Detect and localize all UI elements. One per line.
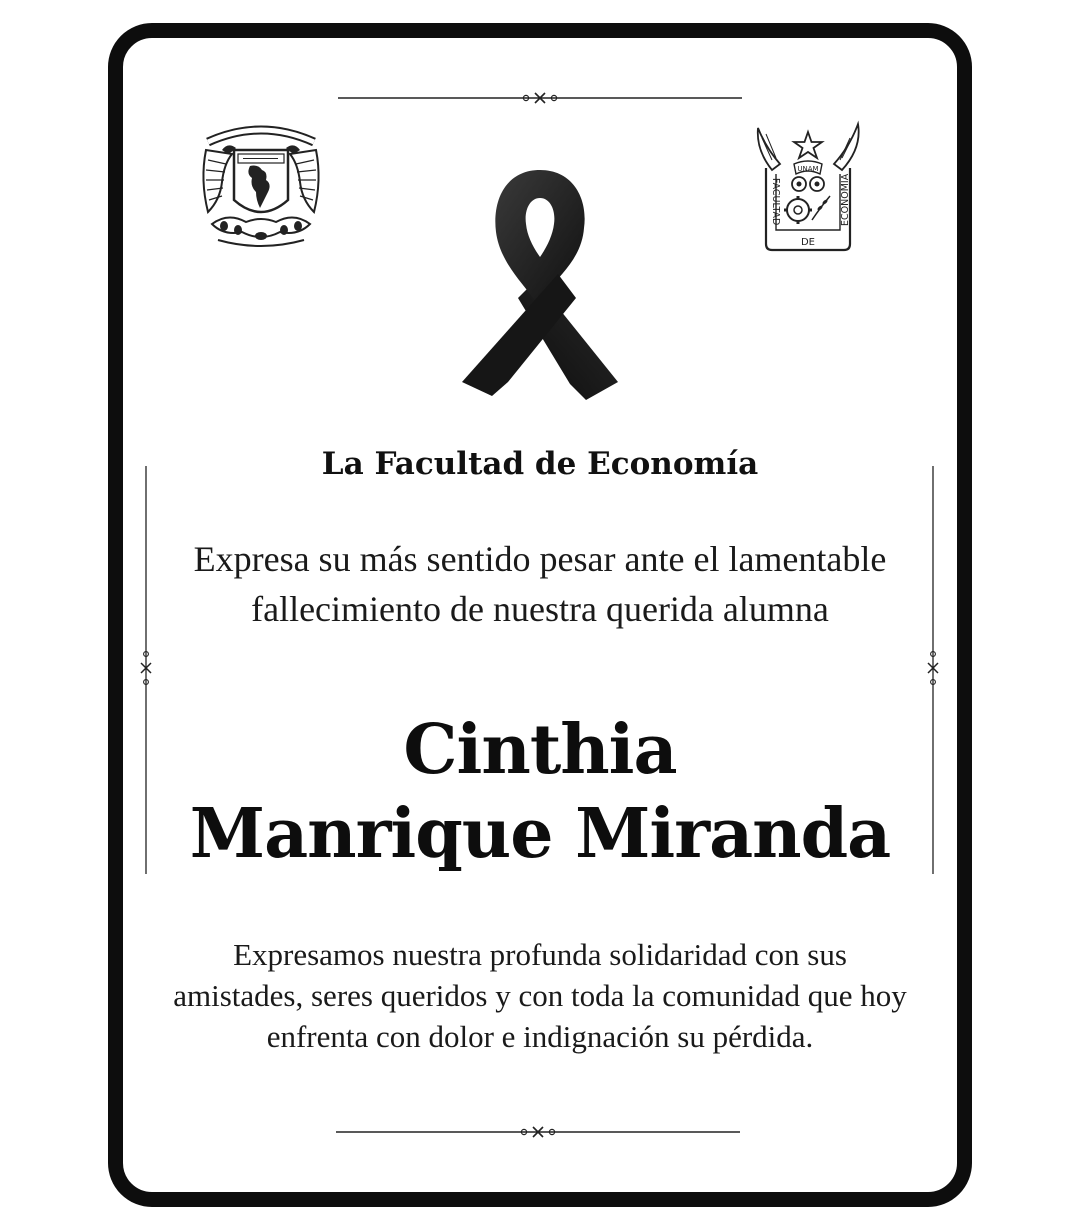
solidarity-message: Expresamos nuestra profunda solidaridad con sus amistades, seres queridos y con toda la comunidad que hoy enfrenta con dolor e indignación su pérdida. (173, 937, 907, 1054)
unam-seal-icon (198, 120, 324, 254)
seal-facultad-text: FACULTAD (770, 178, 781, 226)
condolence-message: Expresa su más sentido pesar ante el lamentable fallecimiento de nuestra querida alumna (193, 539, 887, 629)
seal-economia-text: ECONOMIA (840, 173, 851, 226)
seal-de-text: DE (800, 237, 816, 248)
deceased-first-name: Cinthia (403, 710, 677, 790)
deceased-name (140, 708, 940, 876)
facultad-de-economia-seal-icon (754, 120, 862, 254)
seal-unam-text: UNAM (797, 165, 819, 173)
black-mourning-ribbon-icon (462, 170, 618, 420)
bottom-ornamental-divider (336, 1124, 740, 1140)
faculty-heading: La Facultad de Economía (321, 446, 759, 482)
top-ornamental-divider (338, 90, 742, 106)
deceased-surnames: Manrique Miranda (189, 794, 891, 874)
